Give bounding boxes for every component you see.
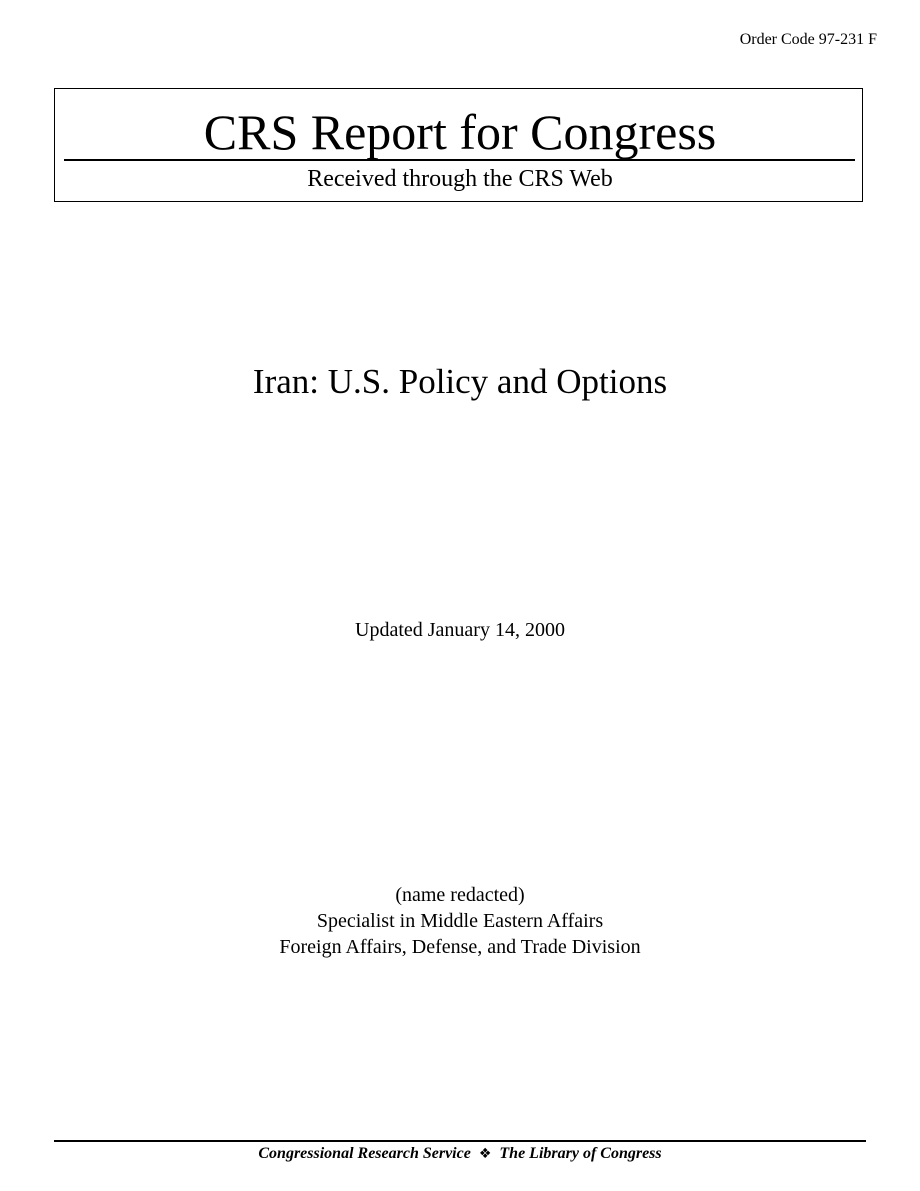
order-code: Order Code 97-231 F [739,31,877,48]
footer [0,1143,920,1165]
author-division: Foreign Affairs, Defense, and Trade Division [279,936,641,958]
report-title: Iran: U.S. Policy and Options [252,362,668,401]
author-name: (name redacted) [395,884,525,906]
footer-divider [54,1140,866,1142]
diamond-separator-icon: ❖ [478,1146,492,1162]
report-series-subtitle: Received through the CRS Web [307,166,613,192]
report-series-title: CRS Report for Congress [203,104,717,160]
footer-org-name: Congressional Research Service [258,1145,471,1162]
author-position: Specialist in Middle Eastern Affairs [316,910,604,932]
header-divider [64,159,855,161]
updated-date: Updated January 14, 2000 [355,619,565,641]
footer-library-name: The Library of Congress [499,1145,662,1162]
author-block [0,882,920,960]
